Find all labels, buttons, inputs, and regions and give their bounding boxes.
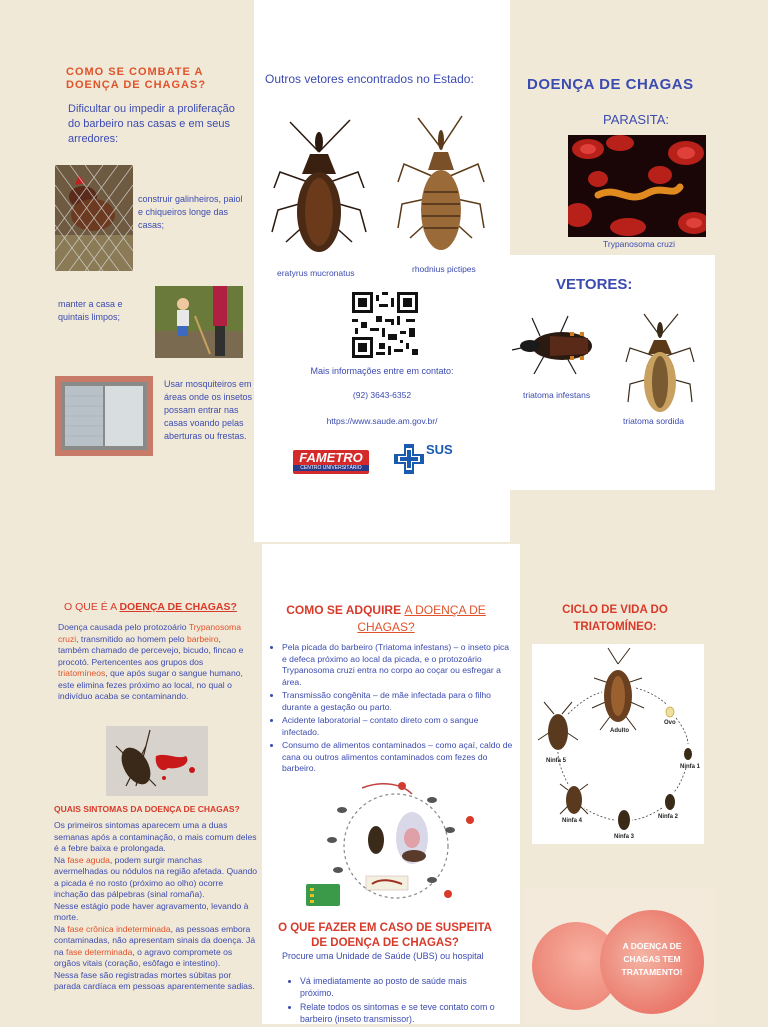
trypanosoma-image [568, 135, 706, 237]
what-is-text-f: triatomíneos [58, 668, 106, 678]
sus-logo-text: SUS [426, 442, 453, 457]
what-is-text-a: Doença causada pelo protozoário [58, 622, 189, 632]
life-cycle-diagram [532, 644, 704, 844]
symptoms-heading: QUAIS SINTOMAS DA DOENÇA DE CHAGAS? [54, 804, 240, 814]
sus-logo [392, 442, 462, 476]
stage-ninfa3: Ninfa 3 [614, 834, 635, 840]
rhodnius-bug-image [392, 112, 490, 258]
vectors-label: VETORES: [556, 276, 633, 293]
how-acquire-item-1: • Pela picada do barbeiro (Triatoma infestans) – o inseto pica e defeca próximo ao local da picada, e o protozoário Trypanosoma cruzi entra no corpo ao coçar ou esfregar a área. [282, 642, 516, 688]
symptoms-p2-b: fase aguda [67, 854, 110, 865]
treatment-text: A DOENÇA DE CHAGAS TEM TRATAMENTO! [621, 941, 683, 977]
how-acquire-item-4: • Consumo de alimentos contaminados – como açaí, caldo de cana ou outros alimentos contaminados com fezes do barbeiro. [282, 740, 516, 775]
triatoma-sordida-image [624, 312, 696, 416]
symptoms-p5: Nessa fase são registradas mortes súbitas por parada cardíaca em pessoas aparentemente sadias. [54, 969, 255, 991]
suspect-intro: Procure uma Unidade de Saúde (UBS) ou hospital [282, 951, 484, 961]
how-acquire-heading-b: A DOENÇA DE CHAGAS? [357, 603, 486, 634]
stage-ninfa5: Ninfa 5 [546, 758, 567, 764]
parasite-caption: Trypanosoma cruzi [603, 239, 675, 249]
what-is-heading-prefix: O QUE É A [64, 601, 120, 613]
symptoms-p4-c: , as pessoas embora contaminadas, não apresentam sinais da doença. Já na [54, 923, 256, 957]
how-acquire-item-2: • Transmissão congênita – de mãe infectada para o filho durante a gestação ou parto. [282, 690, 516, 713]
life-cycle-heading: CICLO DE VIDA DO TRIATOMÍNEO: [562, 604, 668, 633]
combat-item-1: construir galinheiros, paiol e chiqueiros longe das casas; [138, 194, 243, 230]
suspect-heading: O QUE FAZER EM CASO DE SUSPEITA DE DOENÇA DE CHAGAS? [278, 922, 492, 949]
bug2-caption: rhodnius pictipes [412, 264, 476, 274]
suspect-item-1: • Vá imediatamente ao posto de saúde mais próximo. [300, 975, 498, 999]
treatment-badge [524, 888, 716, 1024]
window-screen-photo [55, 376, 153, 456]
stage-ninfa2: Ninfa 2 [658, 814, 679, 820]
symptoms-p4-e: , o agravo compromete os orgãos vitais (coração, esôfago e intestino). [54, 946, 233, 968]
bug-blood-photo [106, 726, 208, 796]
contact-url[interactable]: https://www.saude.am.gov.br/ [326, 416, 438, 426]
symptoms-p2-a: Na [54, 854, 68, 865]
how-acquire-item-3: • Acidente laboratorial – contato direto com o sangue infectado. [282, 715, 516, 738]
stage-ninfa4: Ninfa 4 [562, 818, 583, 824]
fametro-logo [293, 450, 369, 474]
triatoma-infestans-image [510, 314, 594, 378]
symptoms-p4-a: Na [54, 923, 68, 934]
parasite-label: PARASITA: [603, 112, 669, 127]
how-acquire-list [266, 642, 516, 777]
what-is-text-d: barbeiro [186, 633, 219, 644]
sus-cross-icon [392, 442, 426, 476]
fametro-logo-text: FAMETRO [299, 450, 363, 465]
main-title: DOENÇA DE CHAGAS [527, 76, 694, 93]
symptoms-p4-d: fase determinada [65, 946, 133, 957]
what-is-heading [64, 601, 237, 613]
stage-ninfa1: Ninfa 1 [680, 764, 701, 770]
combat-heading: COMO SE COMBATE A DOENÇA DE CHAGAS? [66, 66, 207, 91]
contact-phone: (92) 3643-6352 [352, 390, 412, 400]
vector1-caption: triatoma infestans [523, 390, 591, 400]
stage-egg: Ovo [664, 720, 676, 726]
what-is-text [58, 622, 254, 703]
eratyrus-bug-image [270, 112, 368, 258]
cleaning-photo [155, 286, 243, 358]
stage-adult: Adulto [610, 728, 629, 734]
what-is-text-c: , transmitido ao homem pelo [76, 633, 187, 644]
symptoms-p4 [54, 924, 258, 970]
what-is-text-g: , que após sugar o sangue humano, este elimina fezes próximo ao local, no qual o indivíduo acaba se contaminando. [58, 668, 243, 701]
combat-item-2: manter a casa e quintais limpos; [58, 299, 123, 322]
how-acquire-heading-a: COMO SE ADQUIRE [286, 603, 405, 617]
symptoms-text [54, 820, 258, 993]
combat-intro: Dificultar ou impedir a proliferação do barbeiro nas casas e em seus arredores: [68, 103, 235, 145]
what-is-text-b: Trypanosoma cruzi [58, 622, 241, 644]
how-acquire-heading [268, 602, 504, 636]
symptoms-p1: Os primeiros sintomas aparecem uma a duas semanas após a contaminação, o mais comum deles é a febre baixa e prolongada. [54, 820, 257, 853]
qr-code[interactable] [352, 292, 418, 358]
symptoms-p2-c: , podem surgir manchas avermelhadas ou nódulos na região afetada. Quando a picada é no rosto (próximo ao olho) ocorre inchação das pálpebras (sinal romaña). [54, 854, 258, 899]
chicken-coop-photo [55, 165, 133, 271]
what-is-text-e: , também chamado de percevejo, bicudo, fincao e procotó. Pertencentes aos grupos dos [58, 633, 244, 667]
symptoms-p4-b: fase crônica indeterminada [67, 923, 171, 934]
fametro-logo-sub: CENTRO UNIVERSITÁRIO [293, 465, 369, 471]
symptoms-p3: Nesse estágio pode haver agravamento, levando à morte. [54, 900, 249, 922]
suspect-list [284, 975, 498, 1027]
transmission-cycle-diagram [302, 780, 478, 912]
bug1-caption: eratyrus mucronatus [277, 268, 355, 278]
suspect-item-2: • Relate todos os sintomas e se teve contato com o barbeiro (inseto transmissor). [300, 1001, 498, 1025]
what-is-heading-link: DOENÇA DE CHAGAS? [119, 601, 237, 613]
combat-item-3: Usar mosquiteiros em áreas onde os insetos possam entrar nas casas voando pelas aberturas ou frestas. [164, 379, 253, 441]
other-vectors-heading: Outros vetores encontrados no Estado: [265, 72, 474, 86]
contact-label: Mais informações entre em contato: [310, 366, 454, 376]
symptoms-p2 [54, 855, 258, 901]
vector2-caption: triatoma sordida [623, 416, 684, 426]
